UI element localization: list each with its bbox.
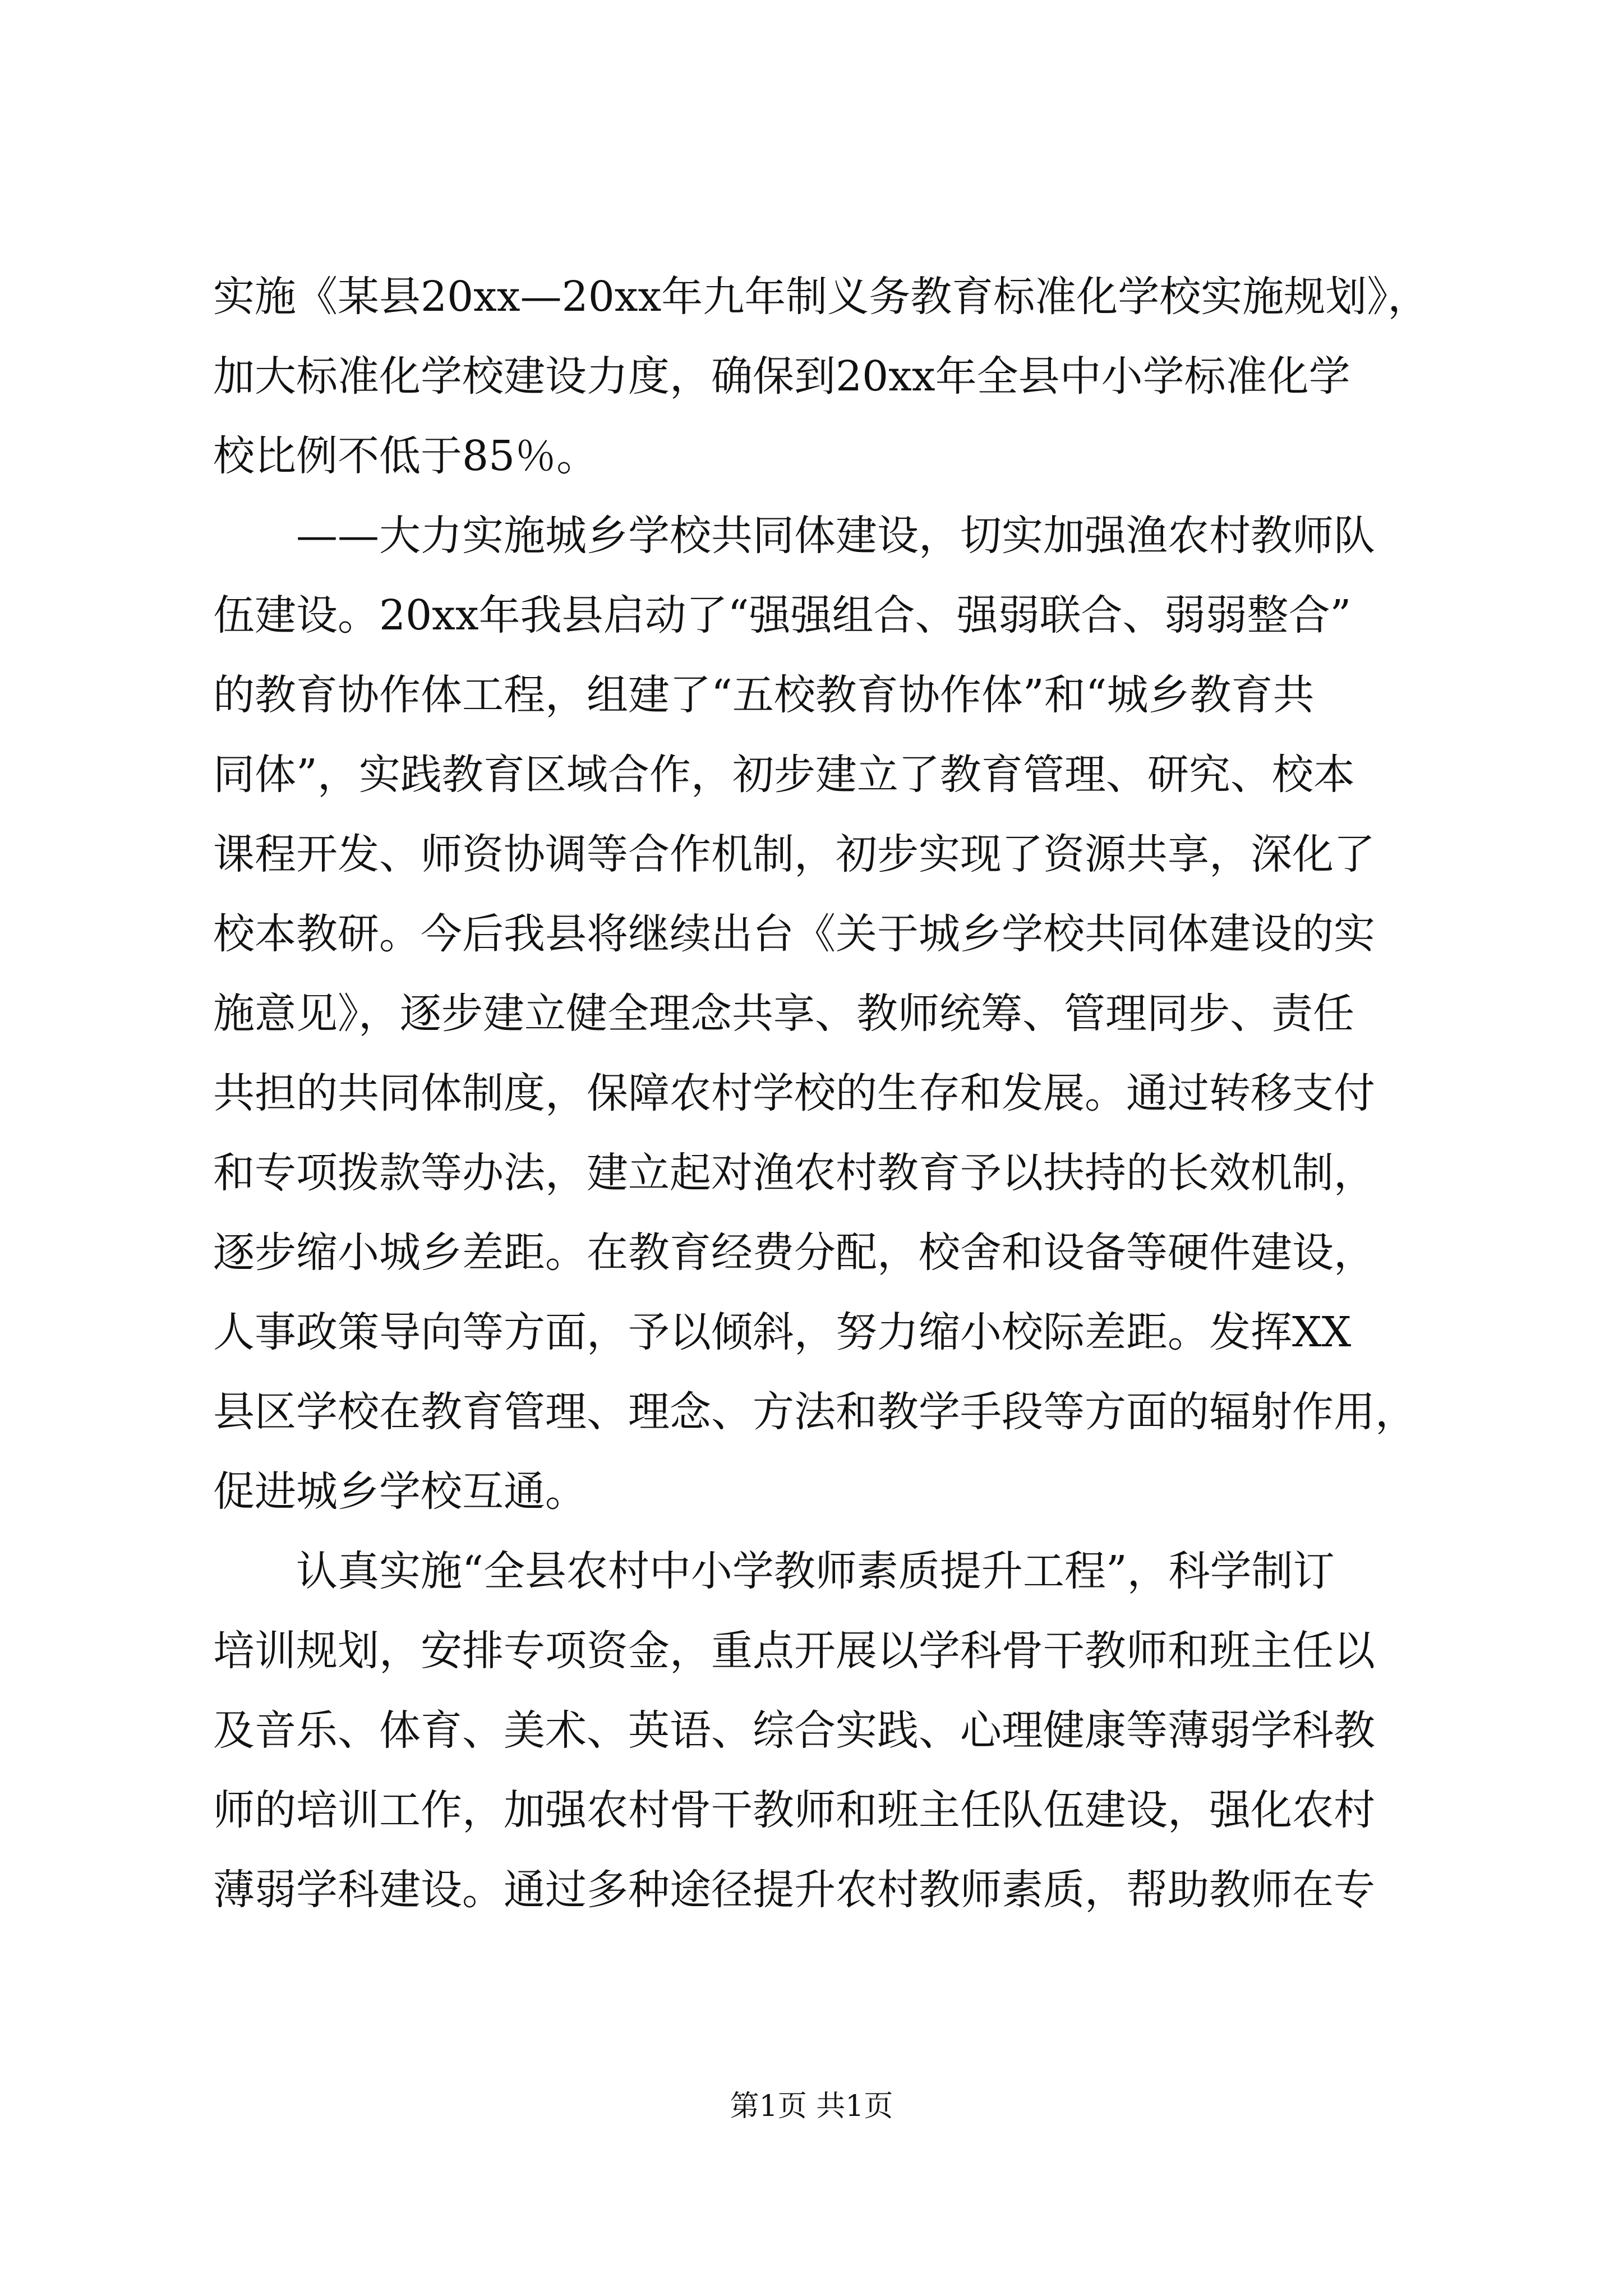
text-line: 伍建设。20xx年我县启动了“强强组合、强弱联合、弱弱整合”: [213, 591, 1352, 639]
text-line: 实施《某县20xx—20xx年九年制义务教育标准化学校实施规划》，: [213, 273, 1430, 321]
text-line: 课程开发、师资协调等合作机制，初步实现了资源共享，深化了: [213, 830, 1375, 878]
text-line: 师的培训工作，加强农村骨干教师和班主任队伍建设，强化农村: [213, 1786, 1375, 1834]
page-number: 第1页 共1页: [730, 2090, 893, 2123]
text-line: 促进城乡学校互通。: [213, 1467, 587, 1516]
text-line: 认真实施“全县农村中小学教师素质提升工程”，科学制订: [213, 1547, 1335, 1595]
text-line: 校比例不低于85％。: [213, 432, 598, 480]
text-line: 和专项拨款等办法，建立起对渔农村教育予以扶持的长效机制，: [213, 1149, 1375, 1197]
text-line: 施意见》，逐步建立健全理念共享、教师统筹、管理同步、责任: [213, 990, 1354, 1038]
text-line: 县区学校在教育管理、理念、方法和教学手段等方面的辐射作用，: [213, 1388, 1417, 1436]
text-line: 共担的共同体制度，保障农村学校的生存和发展。通过转移支付: [213, 1069, 1375, 1117]
text-line: ——大力实施城乡学校共同体建设，切实加强渔农村教师队: [213, 512, 1375, 560]
text-line: 逐步缩小城乡差距。在教育经费分配，校舍和设备等硬件建设，: [213, 1228, 1375, 1277]
text-line: 培训规划，安排专项资金，重点开展以学科骨干教师和班主任以: [213, 1627, 1375, 1675]
text-line: 及音乐、体育、美术、英语、综合实践、心理健康等薄弱学科教: [213, 1706, 1375, 1755]
document-body: [213, 257, 1430, 1930]
text-line: 薄弱学科建设。通过多种途径提升农村教师素质，帮助教师在专: [213, 1866, 1375, 1914]
text-line: 的教育协作体工程，组建了“五校教育协作体”和“城乡教育共: [213, 671, 1315, 719]
page-footer: [0, 2087, 1623, 2126]
text-line: 校本教研。今后我县将继续出台《关于城乡学校共同体建设的实: [213, 910, 1375, 958]
text-line: 人事政策导向等方面，予以倾斜，努力缩小校际差距。发挥XX: [213, 1308, 1352, 1356]
text-line: 同体”，实践教育区域合作，初步建立了教育管理、研究、校本: [213, 751, 1355, 799]
text-line: 加大标准化学校建设力度，确保到20xx年全县中小学标准化学: [213, 352, 1350, 401]
